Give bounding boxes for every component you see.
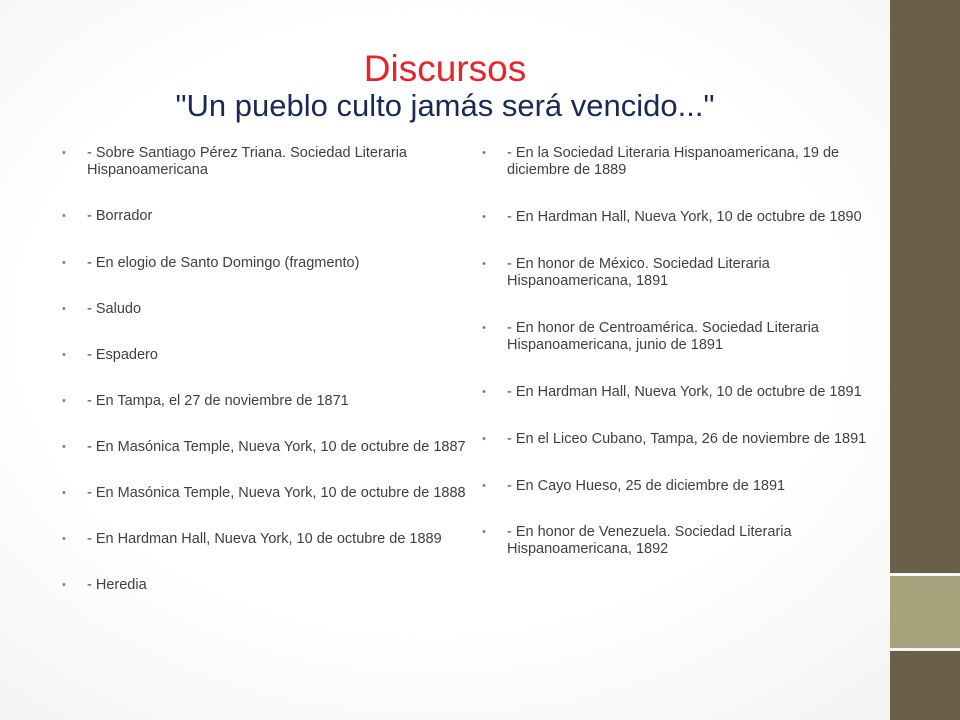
bullet-icon: • — [482, 211, 486, 223]
bullet-icon: • — [482, 147, 486, 159]
bullet-icon: • — [62, 303, 66, 315]
sidebar-band-accent — [890, 576, 960, 648]
list-item — [62, 485, 472, 502]
speech-list-left — [62, 145, 472, 594]
list-item-text: - Sobre Santiago Pérez Triana. Sociedad Literaria Hispanoamericana — [87, 145, 407, 178]
sidebar-band-top — [890, 0, 960, 573]
bullet-icon: • — [62, 441, 66, 453]
bullet-icon: • — [482, 386, 486, 398]
slide-title: Discursos — [363, 48, 527, 89]
list-item-text: - Saludo — [87, 301, 142, 317]
list-item — [62, 393, 472, 410]
bullet-icon: • — [62, 349, 66, 361]
list-item — [62, 301, 472, 318]
bullet-icon: • — [62, 533, 66, 545]
list-item — [482, 478, 872, 495]
list-item — [482, 256, 872, 290]
list-item — [482, 431, 872, 448]
bullet-icon: • — [62, 579, 66, 591]
bullet-icon: • — [62, 257, 66, 269]
bullet-icon: • — [482, 322, 486, 334]
list-item-text: - En Tampa, el 27 de noviembre de 1871 — [87, 393, 349, 409]
list-item — [482, 524, 872, 558]
list-item-text: - Borrador — [87, 208, 153, 224]
list-item-text: - En Cayo Hueso, 25 de diciembre de 1891 — [507, 478, 786, 494]
speech-list-right — [482, 145, 872, 558]
list-item-text: - En Masónica Temple, Nueva York, 10 de octubre de 1887 — [87, 439, 466, 455]
bullet-icon: • — [62, 210, 66, 222]
bullet-icon: • — [482, 258, 486, 270]
list-item-text: - En Hardman Hall, Nueva York, 10 de octubre de 1890 — [507, 209, 862, 225]
bullet-icon: • — [62, 487, 66, 499]
decorative-sidebar — [890, 0, 960, 720]
list-item-text: - En la Sociedad Literaria Hispanoamericana, 19 de diciembre de 1889 — [507, 145, 840, 178]
list-item — [62, 577, 472, 594]
list-item-text: - En Masónica Temple, Nueva York, 10 de octubre de 1888 — [87, 485, 466, 501]
list-item-text: - En Hardman Hall, Nueva York, 10 de octubre de 1891 — [507, 384, 862, 400]
list-item — [62, 255, 472, 272]
sidebar-band-bottom — [890, 651, 960, 720]
bullet-icon: • — [482, 480, 486, 492]
bullet-icon: • — [62, 147, 66, 159]
list-item — [482, 209, 872, 226]
list-item-text: - En el Liceo Cubano, Tampa, 26 de noviembre de 1891 — [507, 431, 867, 447]
bullet-icon: • — [482, 526, 486, 538]
list-item — [482, 145, 872, 179]
list-item-text: - Heredia — [87, 577, 147, 593]
list-item — [482, 320, 872, 354]
list-item — [62, 531, 472, 548]
list-item — [62, 439, 472, 456]
list-item-text: - En honor de Venezuela. Sociedad Literaria Hispanoamericana, 1892 — [507, 524, 792, 557]
list-item — [62, 145, 472, 179]
list-item — [62, 347, 472, 364]
slide-subtitle: "Un pueblo culto jamás será vencido..." — [175, 88, 715, 124]
bullet-icon: • — [62, 395, 66, 407]
list-item — [62, 208, 472, 225]
list-item-text: - En honor de México. Sociedad Literaria Hispanoamericana, 1891 — [507, 256, 770, 289]
list-item-text: - En honor de Centroamérica. Sociedad Literaria Hispanoamericana, junio de 1891 — [507, 320, 819, 353]
slide-title-block — [60, 48, 830, 124]
list-item — [482, 384, 872, 401]
list-item-text: - Espadero — [87, 347, 158, 363]
list-item-text: - En Hardman Hall, Nueva York, 10 de octubre de 1889 — [87, 531, 442, 547]
bullet-icon: • — [482, 433, 486, 445]
list-item-text: - En elogio de Santo Domingo (fragmento) — [87, 255, 360, 271]
